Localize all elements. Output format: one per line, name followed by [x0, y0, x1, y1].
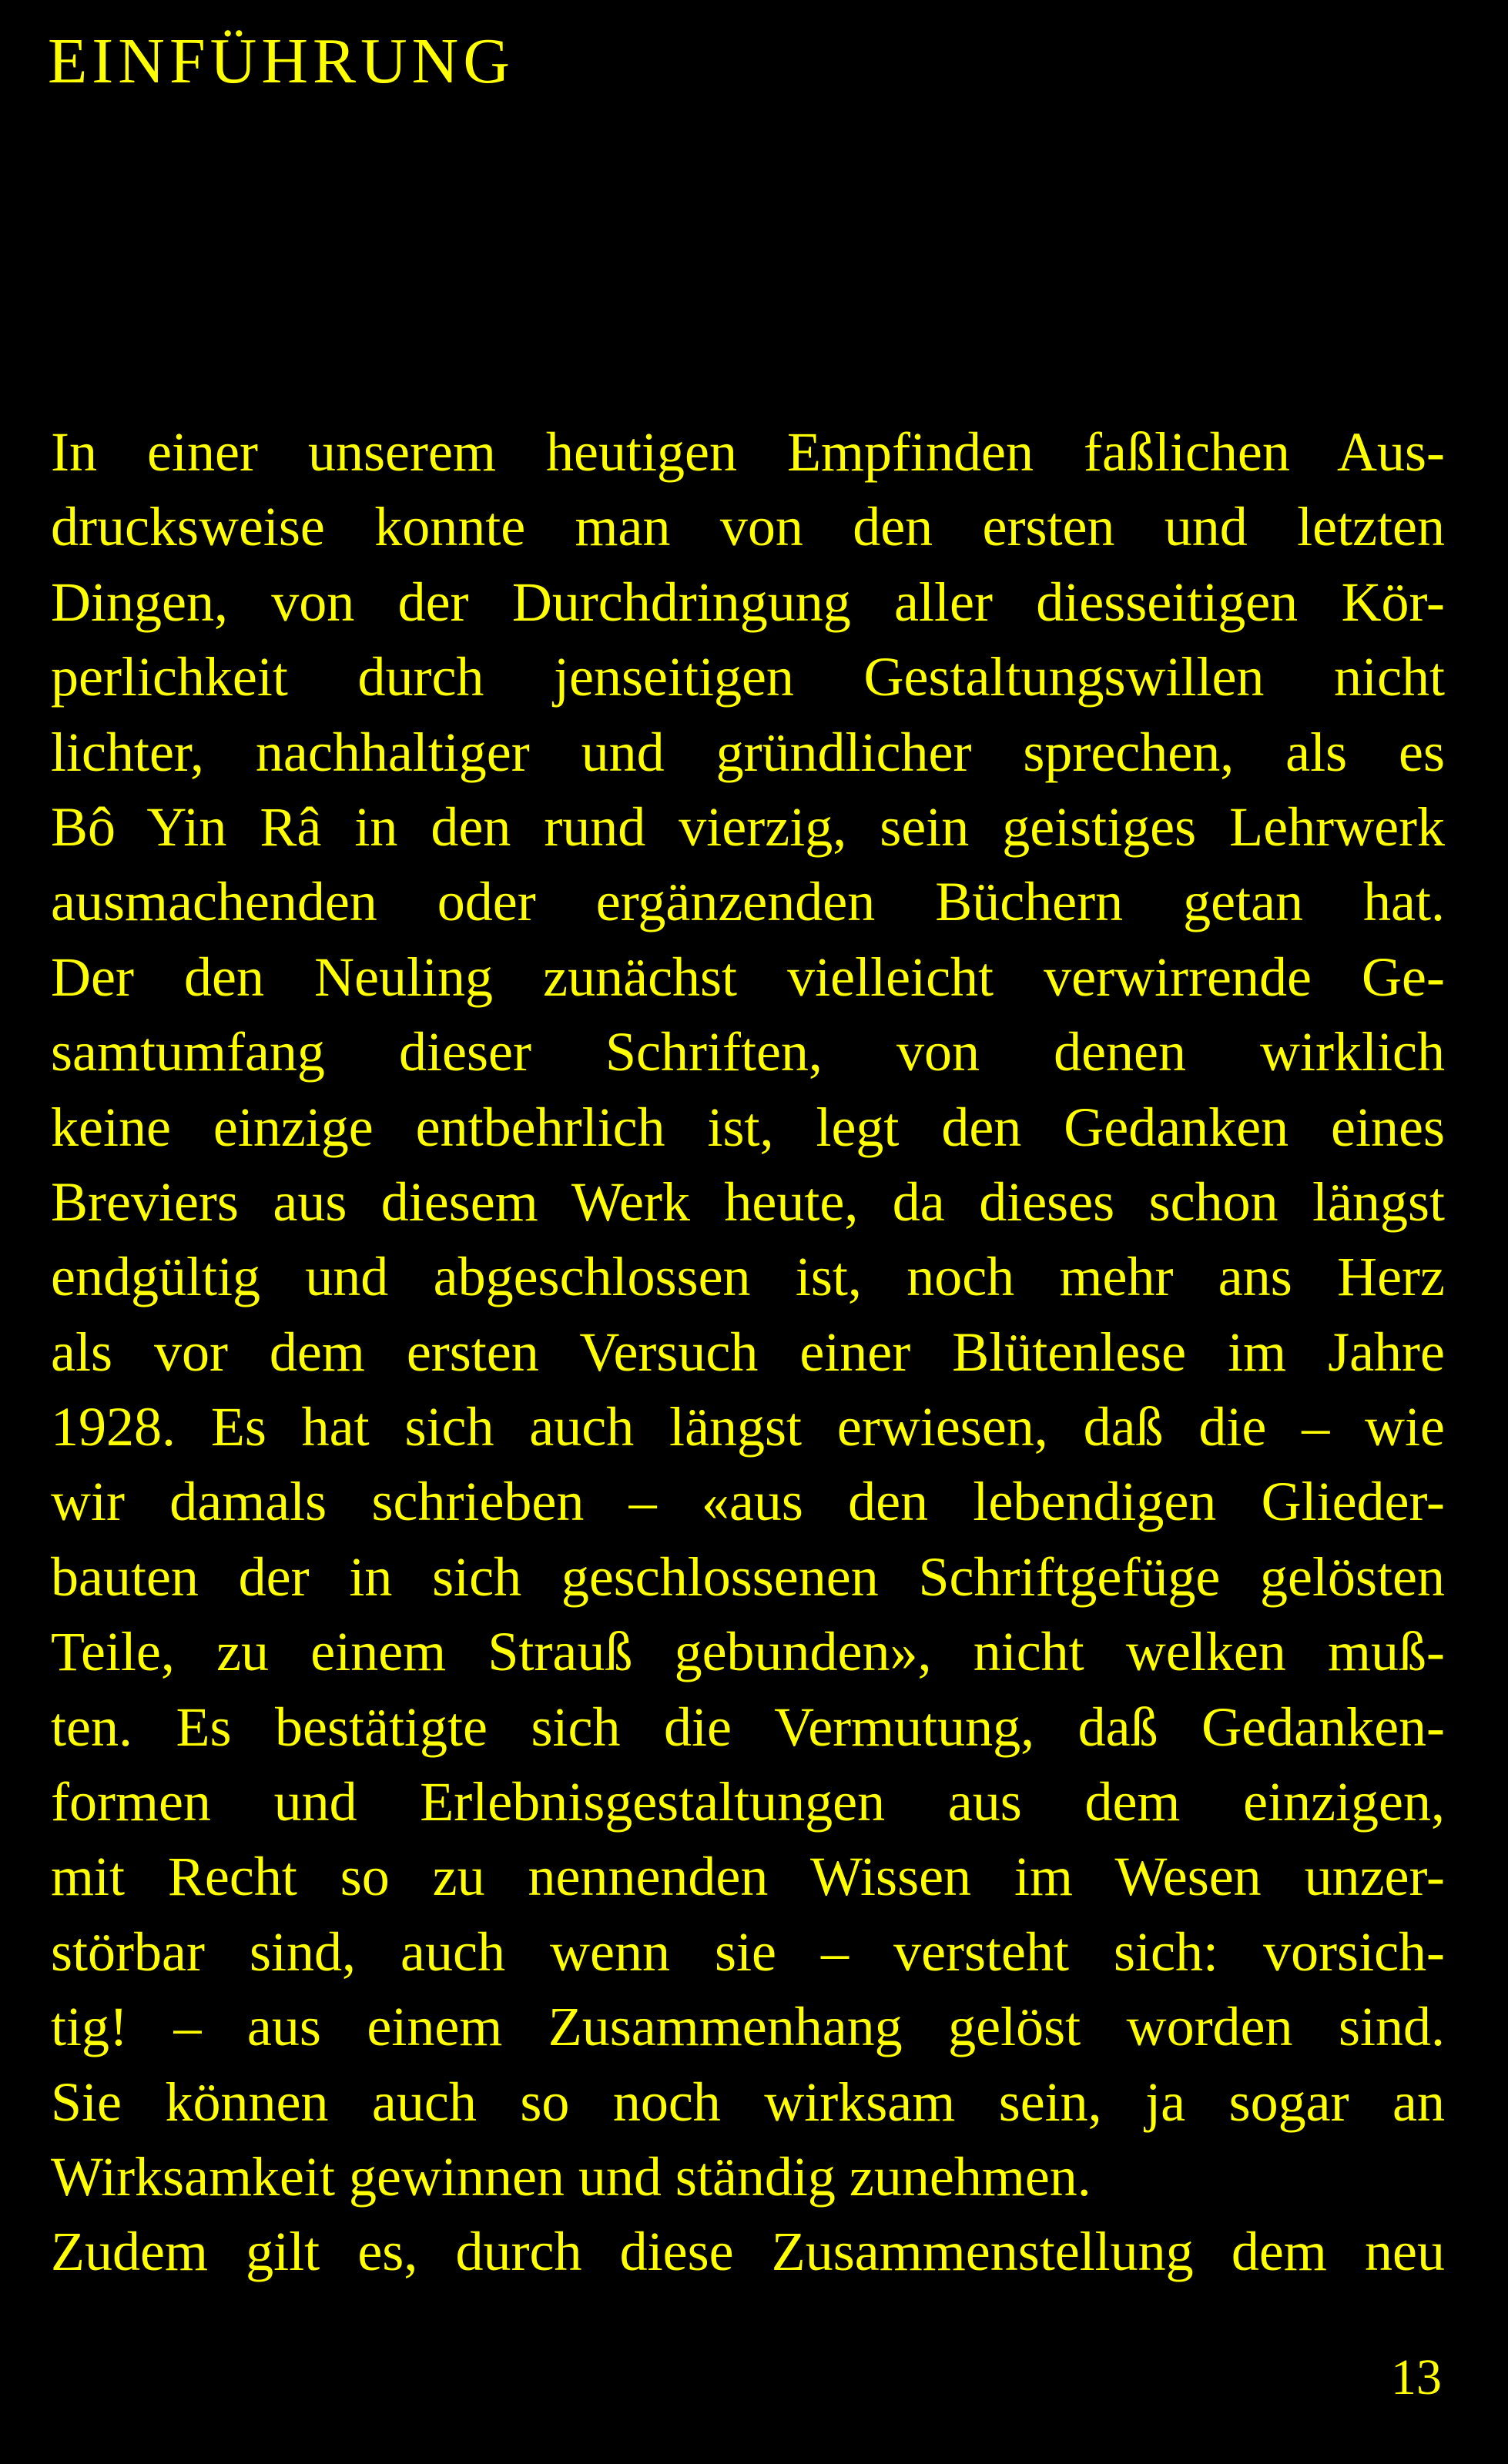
text-line: störbar sind, auch wenn sie – versteht sich: vorsich- — [51, 1920, 1445, 1983]
text-line: als vor dem ersten Versuch einer Blütenlese im Jahre — [51, 1321, 1445, 1383]
text-line: wir damals schrieben – «aus den lebendigen Glieder- — [51, 1471, 1445, 1533]
text-line: samtumfang dieser Schriften, von denen wirklich — [51, 1021, 1445, 1083]
text-line: 1928. Es hat sich auch längst erwiesen, daß die – wie — [51, 1396, 1445, 1458]
text-line: keine einzige entbehrlich ist, legt den Gedanken eines — [51, 1096, 1445, 1158]
text-line: Bô Yin Râ in den rund vierzig, sein geistiges Lehrwerk — [51, 795, 1445, 858]
text-line: mit Recht so zu nennenden Wissen im Wesen unzer- — [51, 1846, 1445, 1908]
text-line: endgültig und abgeschlossen ist, noch mehr ans Herz — [51, 1246, 1445, 1308]
text-line: Wirksamkeit gewinnen und ständig zunehmen. — [51, 2145, 1091, 2208]
text-line: bauten der in sich geschlossenen Schriftgefüge gelösten — [51, 1545, 1445, 1608]
page-number: 13 — [1391, 2349, 1442, 2405]
text-line: drucksweise konnte man von den ersten und letzten — [51, 496, 1445, 558]
text-line: Teile, zu einem Strauß gebunden», nicht welken muß- — [51, 1621, 1445, 1683]
chapter-heading: EINFÜHRUNG — [48, 25, 514, 97]
text-line: ten. Es bestätigte sich die Vermutung, daß Gedanken- — [51, 1696, 1445, 1758]
text-line: In einer unserem heutigen Empfinden faßlichen Aus- — [51, 421, 1445, 483]
text-line: Der den Neuling zunächst vielleicht verwirrende Ge- — [51, 946, 1445, 1008]
text-line: formen und Erlebnisgestaltungen aus dem einzigen, — [51, 1771, 1445, 1833]
text-line: perlichkeit durch jenseitigen Gestaltungswillen nicht — [51, 646, 1445, 708]
text-line: ausmachenden oder ergänzenden Büchern getan hat. — [51, 871, 1445, 933]
text-line: tig! – aus einem Zusammenhang gelöst worden sind. — [51, 1996, 1445, 2058]
text-line: Dingen, von der Durchdringung aller diesseitigen Kör- — [51, 571, 1445, 633]
text-line: Zudem gilt es, durch diese Zusammenstellung dem neu — [51, 2221, 1445, 2283]
text-line: lichter, nachhaltiger und gründlicher sprechen, als es — [51, 721, 1445, 783]
body-text — [51, 415, 1445, 2290]
text-line: Sie können auch so noch wirksam sein, ja sogar an — [51, 2071, 1445, 2133]
text-line: Breviers aus diesem Werk heute, da dieses schon längst — [51, 1170, 1445, 1233]
